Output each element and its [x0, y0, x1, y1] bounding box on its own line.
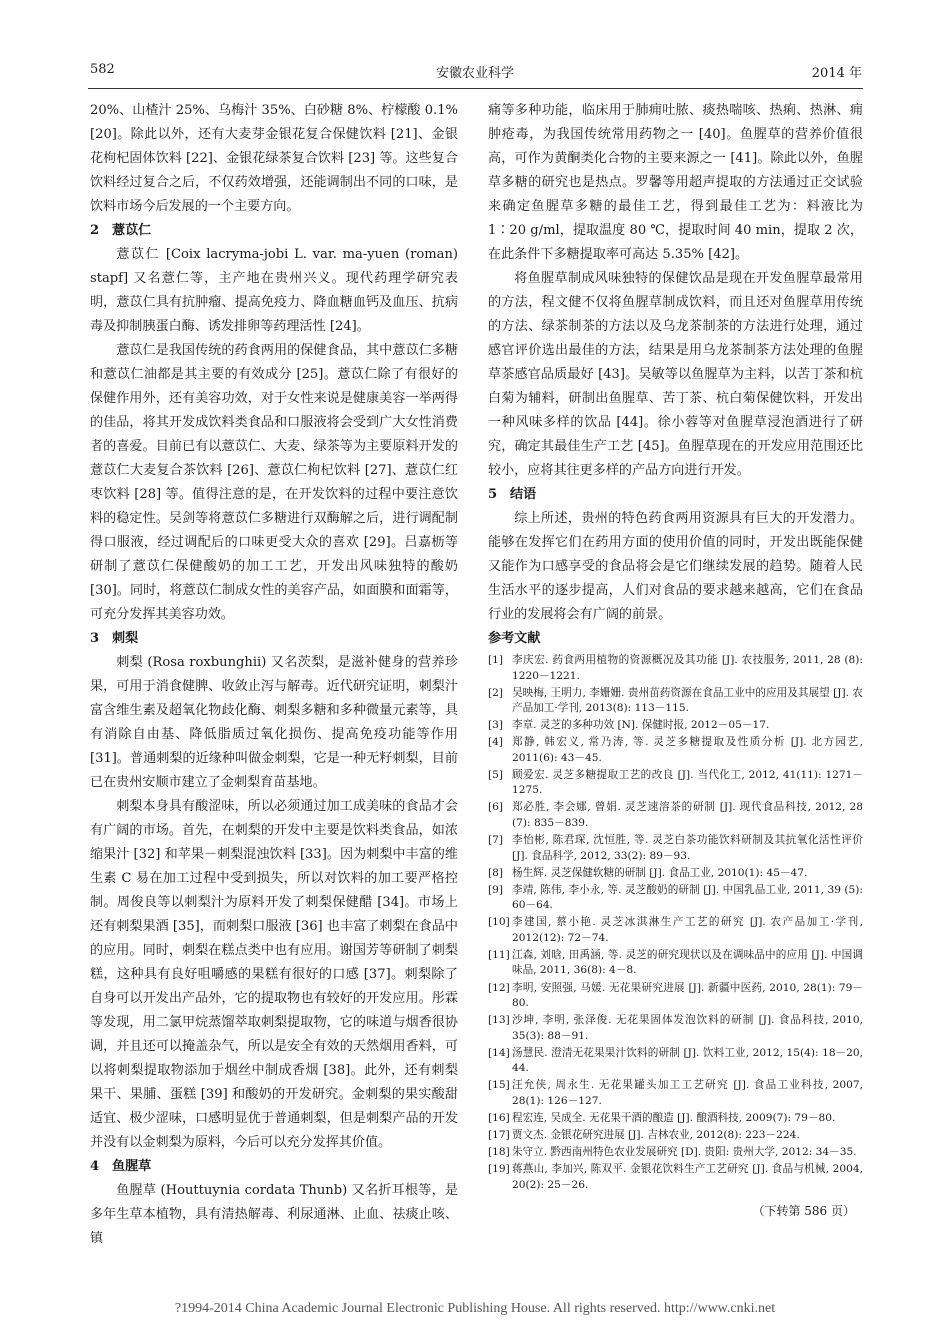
reference-number: [8]: [488, 866, 504, 879]
section-3-heading: [90, 627, 458, 651]
reference-number: [12]: [488, 981, 510, 994]
reference-item: [488, 1162, 863, 1193]
reference-text: 李靖, 陈伟, 李小永, 等. 灵芝酸奶的研制 [J]. 中国乳品工业, 2011, 39 (5): 60－64.: [512, 883, 863, 912]
reference-text: 程宏连, 吴成全. 无花果干酒的酿造 [J]. 酿酒科技, 2009(7): 79－80.: [512, 1111, 836, 1124]
reference-text: 郑静, 韩宏义, 常乃涛, 等. 灵芝多糖提取及性质分析 [J]. 北方园艺, 2011(6): 43－45.: [512, 736, 863, 764]
reference-item: [488, 718, 863, 734]
reference-number: [10]: [488, 916, 510, 929]
paragraph: 薏苡仁是我国传统的药食两用的保健食品，其中薏苡仁多糖和薏苡仁油都是其主要的有效成分 [25]。薏苡仁除了有很好的保健作用外，还有美容功效，对于女性来说是健康美容一举两得的佳品，将其开发成饮料类食品和口服液将会受到广大女性消费者的喜爱。目前已有以薏苡仁、大麦、绿茶等为主要原料开发的薏苡仁大麦复合茶饮料 [26]、薏苡仁枸杞饮料 [27]、薏苡仁红枣饮料 [28] 等。值得注意的是，在开发饮料的过程中要注意饮料的稳定性。吴剑等将薏苡仁多糖进行双酶解之后，进行调配制得口服液，经过调配后的口味更受大众的喜欢 [29]。吕嘉枥等研制了薏苡仁保健酸奶的加工工艺，开发出风味独特的酸奶 [30]。同时，将薏苡仁制成女性的美容产品，如面膜和面霜等，可充分发挥其美容功效。: [90, 343, 458, 622]
reference-item: [488, 1013, 863, 1044]
reference-number: [13]: [488, 1014, 510, 1027]
references-heading: 参考文献: [488, 631, 541, 646]
section-title: 薏苡仁: [112, 223, 152, 238]
reference-item: [488, 735, 863, 766]
journal-title: 安徽农业科学: [435, 66, 514, 81]
section-5-heading: [488, 483, 863, 507]
section-title: 鱼腥草: [112, 1159, 152, 1174]
section-2-heading: [90, 219, 458, 243]
reference-item: [488, 800, 863, 831]
journal-year: 2014 年: [811, 66, 862, 81]
reference-item: [488, 1145, 863, 1161]
reference-number: [18]: [488, 1146, 510, 1159]
reference-text: 李庆宏. 药食两用植物的资源概况及其功能 [J]. 农技服务, 2011, 28 (8): 1220－1221.: [512, 654, 863, 682]
paragraph: 痛等多种功能，临床用于肺痈吐脓、痰热喘咳、热痢、热淋、痈肿疮毒，为我国传统常用药物之一 [40]。鱼腥草的营养价值很高，可作为黄酮类化合物的主要来源之一 [41]。除此以外，鱼腥草多糖的研究也是热点。罗馨等用超声提取的方法通过正交试验来确定鱼腥草多糖的最佳工艺，得到最佳工艺为：料液比为 1∶20 g/ml，提取温度 80 ℃，提取时间 40 min，提取 2 次，在此条件下多糖提取率可高达 5.35% [42]。: [488, 103, 863, 262]
right-column: [488, 99, 863, 1223]
paragraph: 薏苡仁 [Coix lacryma-jobi L. var. ma-yuen (roman) stapf] 又名薏仁等，主产地在贵州兴义。现代药理学研究表明，薏苡仁具有抗肿瘤、提高免疫力、降血糖血钙及血压、抗病毒及抑制胰蛋白酶、诱发排卵等药理活性 [24]。: [90, 247, 458, 334]
reference-item: [488, 653, 863, 684]
reference-text: 蒋燕山, 李加兴, 陈双平. 金银花饮料生产工艺研究 [J]. 食品与机械, 2004, 20(2): 25－26.: [512, 1163, 863, 1191]
section-number: 3: [90, 631, 100, 646]
reference-number: [2]: [488, 686, 504, 699]
paragraph: 鱼腥草 (Houttuynia cordata Thunb) 又名折耳根等，是多年生草本植物，具有清热解毒、利尿通淋、止血、祛痰止咳、镇: [90, 1183, 458, 1246]
section-4-heading: [90, 1155, 458, 1179]
reference-text: 李明, 安照强, 马媛. 无花果研究进展 [J]. 新疆中医药, 2010, 28(1): 79－80.: [512, 981, 863, 1010]
reference-item: [488, 686, 863, 717]
reference-item: [488, 981, 863, 1012]
reference-number: [16]: [488, 1111, 510, 1124]
continued-note: （下转第 586 页）: [752, 1204, 855, 1219]
paragraph: 刺梨 (Rosa roxbunghii) 又名茨梨，是滋补健身的营养珍果，可用于消食健脾、收敛止泻与解毒。近代研究证明，刺梨汁富含维生素及超氧化物歧化酶、刺梨多糖和多种微量元素等，具有消除自由基、降低脂质过氧化损伤、提高免疫功能等作用 [31]。普通刺梨的近缘种叫做金刺梨，它是一种无籽刺梨，目前已在贵州安顺市建立了金刺梨育苗基地。: [90, 655, 458, 790]
paragraph: 刺梨本身具有酸涩味，所以必须通过加工成美味的食品才会有广阔的市场。首先，在刺梨的开发中主要是饮料类食品，如浓缩果汁 [32] 和苹果－刺梨混浊饮料 [33]。因为刺梨中丰富的维生素 C 易在加工过程中受到损失，所以对饮料的加工要严格控制。周俊良等以刺梨汁为原料开发了刺梨保健醋 [34]。市场上还有刺梨果酒 [35]，而刺梨口服液 [36] 也丰富了刺梨在食品中的应用。同时，刺梨在糕点类中也有应用。谢国芳等研制了刺梨糕，这种具有良好咀嚼感的果糕有很好的口感 [37]。刺梨除了自身可以开发出产品外，它的提取物也有较好的开发应用。彤霖等发现，用二氯甲烷蒸馏萃取刺梨提取物，它的味道与烟香很协调，并且还可以掩盖杂气，所以是安全有效的天然烟用香料，可以将刺梨提取物添加于烟丝中制成香烟 [38]。此外，还有刺梨果干、果脯、蛋糕 [39] 和酸奶的开发研究。金刺梨的果实酸甜适宜、极少涩味，口感明显优于普通刺梨，但是刺梨产品的开发并没有以金刺梨为原料，今后可以充分发挥其价值。: [90, 799, 458, 1150]
reference-text: 李建国, 蔡小艳. 灵芝冰淇淋生产工艺的研究 [J]. 农产品加工·学刊, 2012(12): 72－74.: [512, 916, 863, 944]
section-title: 刺梨: [112, 631, 139, 646]
copyright-footer: ?1994-2014 China Academic Journal Electronic Publishing House. All rights reserved. http://www.cnki.net: [174, 1301, 776, 1316]
reference-text: 郑必胜, 李会娜, 曾娟. 灵芝速溶茶的研制 [J]. 现代食品科技, 2012, 28 (7): 835－839.: [512, 801, 863, 829]
intro-paragraph: 20%、山楂汁 25%、乌梅汁 35%、白砂糖 8%、柠檬酸 0.1% [20]。除此以外，还有大麦芽金银花复合保健饮料 [21]、金银花枸杞固体饮料 [22]、金银花绿茶复合饮料 [23] 等。这些复合饮料经过复合之后，不仅药效增强，还能调制出不同的口味，是饮料市场今后发展的一个主要方向。: [90, 103, 458, 214]
section-number: 2: [90, 223, 100, 238]
reference-number: [9]: [488, 883, 504, 896]
reference-number: [7]: [488, 834, 504, 847]
reference-number: [1]: [488, 654, 504, 666]
reference-text: 江森, 刘晗, 田禹涵, 等. 灵芝的研究现状以及在调味品中的应用 [J]. 中国调味品, 2011, 36(8): 4－8.: [512, 948, 863, 977]
left-column: [90, 99, 458, 1251]
reference-number: [11]: [488, 948, 510, 961]
header-rule: [88, 88, 863, 89]
reference-text: 吴映梅, 王明力, 李姗姗. 贵州苗药资源在食品工业中的应用及其展望 [J]. 农产品加工·学刊, 2013(8): 113－115.: [512, 686, 863, 715]
reference-item: [488, 915, 863, 946]
reference-number: [15]: [488, 1079, 510, 1092]
reference-text: 李怡彬, 陈君琛, 沈恒胜, 等. 灵芝白茶功能饮料研制及其抗氧化活性评价 [J]. 食品科学, 2012, 33(2): 89－93.: [512, 834, 863, 862]
reference-text: 李章. 灵芝的多种功效 [N]. 保健时报, 2012－05－17.: [512, 719, 770, 732]
paragraph: 综上所述，贵州的特色药食两用资源具有巨大的开发潜力。能够在发挥它们在药用方面的使用价值的同时，开发出既能保健又能作为口感享受的食品将会是它们继续发展的趋势。随着人民生活水平的逐步提高，人们对食品的要求越来越高，它们在食品行业的发展将会有广阔的前景。: [488, 511, 863, 622]
reference-text: 顾爱宏. 灵芝多糖提取工艺的改良 [J]. 当代化工, 2012, 41(11): 1271－1275.: [512, 768, 863, 797]
reference-number: [4]: [488, 736, 504, 749]
reference-number: [14]: [488, 1046, 510, 1059]
reference-number: [3]: [488, 719, 504, 732]
paragraph: 将鱼腥草制成风味独特的保健饮品是现在开发鱼腥草最常用的方法，程文健不仅将鱼腥草制成饮料，而且还对鱼腥草用传统的方法、绿茶制茶的方法以及乌龙茶制茶的方法进行处理，通过感官评价选出最佳的方法，结果是用乌龙茶制茶方法处理的鱼腥草茶感官品质最好 [43]。吴敏等以鱼腥草为主料，以苦丁茶和杭白菊为辅料，研制出鱼腥草、苦丁茶、杭白菊保健饮料，开发出一种风味多样的饮品 [44]。徐小蓉等对鱼腥草浸泡酒进行了研究，确定其最佳生产工艺 [45]。鱼腥草现在的开发应用范围还比较小，应将其往更多样的产品方向进行开发。: [488, 271, 863, 478]
reference-item: [488, 1046, 863, 1077]
reference-item: [488, 948, 863, 979]
reference-item: [488, 768, 863, 799]
reference-number: [5]: [488, 768, 504, 781]
reference-text: 杨生辉. 灵芝保健软糖的研制 [J]. 食品工业, 2010(1): 45－47.: [512, 866, 808, 879]
section-number: 4: [90, 1159, 100, 1174]
reference-item: [488, 1078, 863, 1109]
reference-item: [488, 883, 863, 914]
reference-text: 贾文杰. 金银花研究进展 [J]. 吉林农业, 2012(8): 223－224.: [512, 1129, 800, 1141]
reference-item: [488, 866, 863, 882]
reference-item: [488, 1128, 863, 1144]
reference-text: 沙坤, 李明, 张泽俊. 无花果固体发泡饮料的研制 [J]. 食品科技, 2010, 35(3): 88－91.: [512, 1014, 863, 1042]
reference-number: [17]: [488, 1129, 510, 1141]
page-number: 582: [90, 62, 115, 77]
reference-text: 汪允侠, 周永生. 无花果罐头加工工艺研究 [J]. 食品工业科技, 2007, 28(1): 126－127.: [512, 1079, 863, 1107]
section-title: 结语: [510, 487, 537, 502]
reference-text: 朱守立. 黔西南州特色农业发展研究 [D]. 贵阳: 贵州大学, 2012: 34－35.: [512, 1146, 857, 1159]
reference-number: [19]: [488, 1163, 510, 1176]
reference-text: 汤慧民. 澄清无花果果汁饮料的研制 [J]. 饮料工业, 2012, 15(4): 18－20, 44.: [512, 1046, 863, 1075]
reference-item: [488, 833, 863, 864]
references-list: [488, 653, 863, 1193]
reference-item: [488, 1111, 863, 1127]
section-number: 5: [488, 487, 498, 502]
reference-number: [6]: [488, 801, 504, 814]
